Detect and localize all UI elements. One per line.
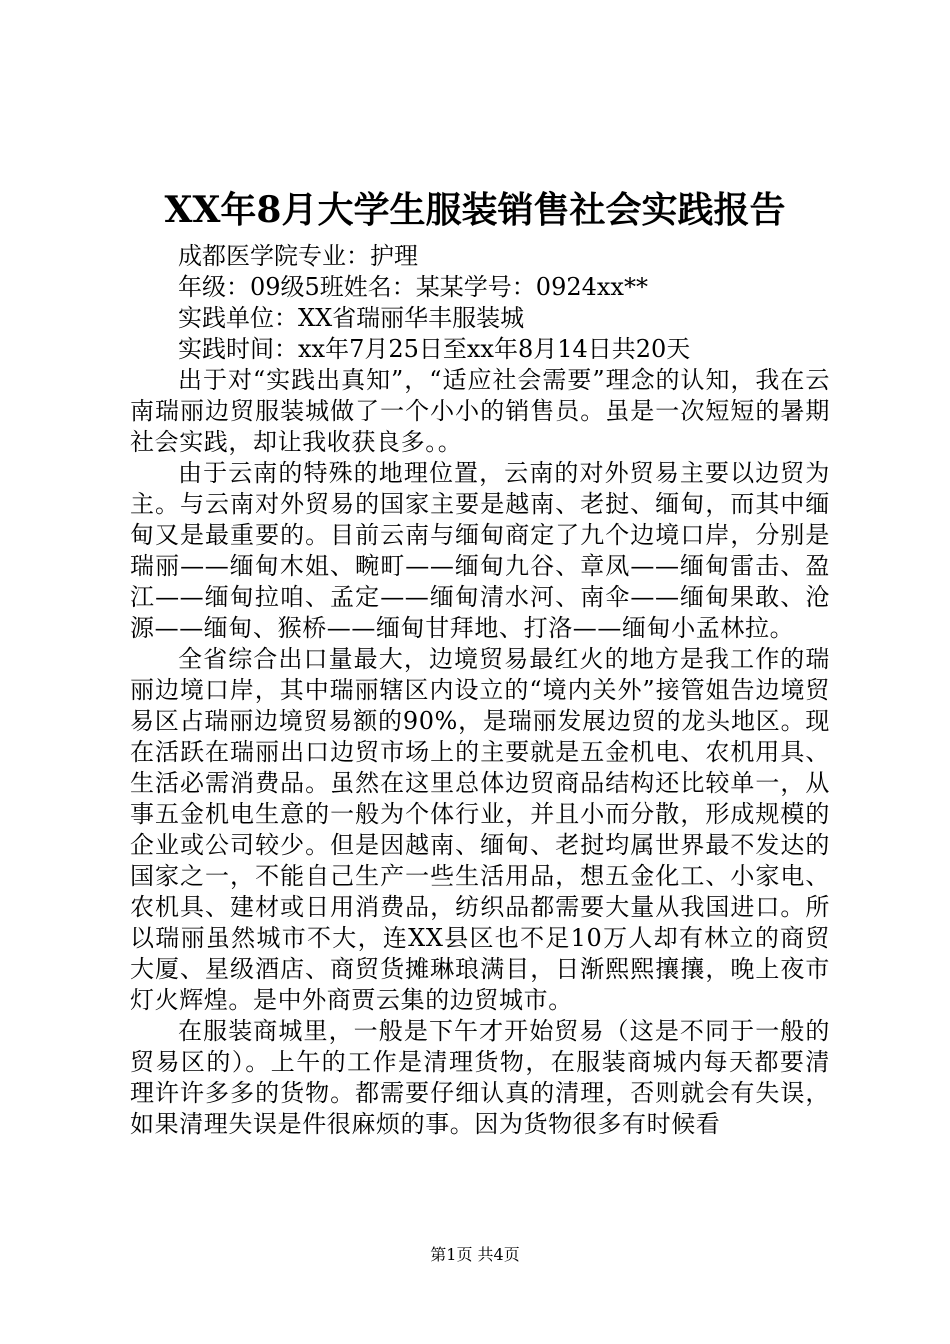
paragraph-intro: 出于对“实践出真知”，“适应社会需要”理念的认知，我在云南瑞丽边贸服装城做了一个小小的销售员。虽是一次短短的暑期社会实践，却让我收获良多。。	[130, 366, 830, 456]
meta-grade-name-id: 年级：09级5班姓名：某某学号：0924xx**	[178, 273, 648, 301]
meta-school-major: 成都医学院专业：护理	[178, 242, 418, 270]
paragraph-geography: 由于云南的特殊的地理位置，云南的对外贸易主要以边贸为主。与云南对外贸易的国家主要是越南、老挝、缅甸，而其中缅甸又是最重要的。目前云南与缅甸商定了九个边境口岸，分别是瑞丽——缅甸木姐、畹町——缅甸九谷、章凤——缅甸雷击、盈江——缅甸拉咱、孟定——缅甸清水河、南伞——缅甸果敢、沧源——缅甸、猴桥——缅甸甘拜地、打洛——缅甸小孟林拉。	[130, 459, 830, 642]
meta-practice-time: 实践时间：xx年7月25日至xx年8月14日共20天	[178, 335, 691, 363]
paragraph-ruili-trade: 全省综合出口量最大，边境贸易最红火的地方是我工作的瑞丽边境口岸，其中瑞丽辖区内设立的“境内关外”接管姐告边境贸易区占瑞丽边境贸易额的90%，是瑞丽发展边贸的龙头地区。现在活跃在瑞丽出口边贸市场上的主要就是五金机电、农机用具、生活必需消费品。虽然在这里总体边贸商品结构还比较单一，从事五金机电生意的一般为个体行业，并且小而分散，形成规模的企业或公司较少。但是因越南、缅甸、老挝均属世界最不发达的国家之一，不能自己生产一些生活用品，想五金化工、小家电、农机具、建材或日用消费品，纺织品都需要大量从我国进口。所以瑞丽虽然城市不大，连XX县区也不足10万人却有林立的商贸大厦、星级酒店、商贸货摊琳琅满目，日渐熙熙攘攘，晚上夜市灯火辉煌。是中外商贾云集的边贸城市。	[130, 645, 830, 1014]
meta-practice-unit: 实践单位：XX省瑞丽华丰服装城	[178, 304, 525, 332]
document-body	[130, 241, 830, 1140]
paragraph-clothing-mall: 在服装商城里，一般是下午才开始贸易（这是不同于一般的贸易区的）。上午的工作是清理货物，在服装商城内每天都要清理许许多多的货物。都需要仔细认真的清理，否则就会有失误，如果清理失误是件很麻烦的事。因为货物很多有时候看	[130, 1017, 830, 1138]
document-title: XX年8月大学生服装销售社会实践报告	[164, 189, 786, 231]
page-number-footer: 第1页 共4页	[430, 1245, 520, 1264]
